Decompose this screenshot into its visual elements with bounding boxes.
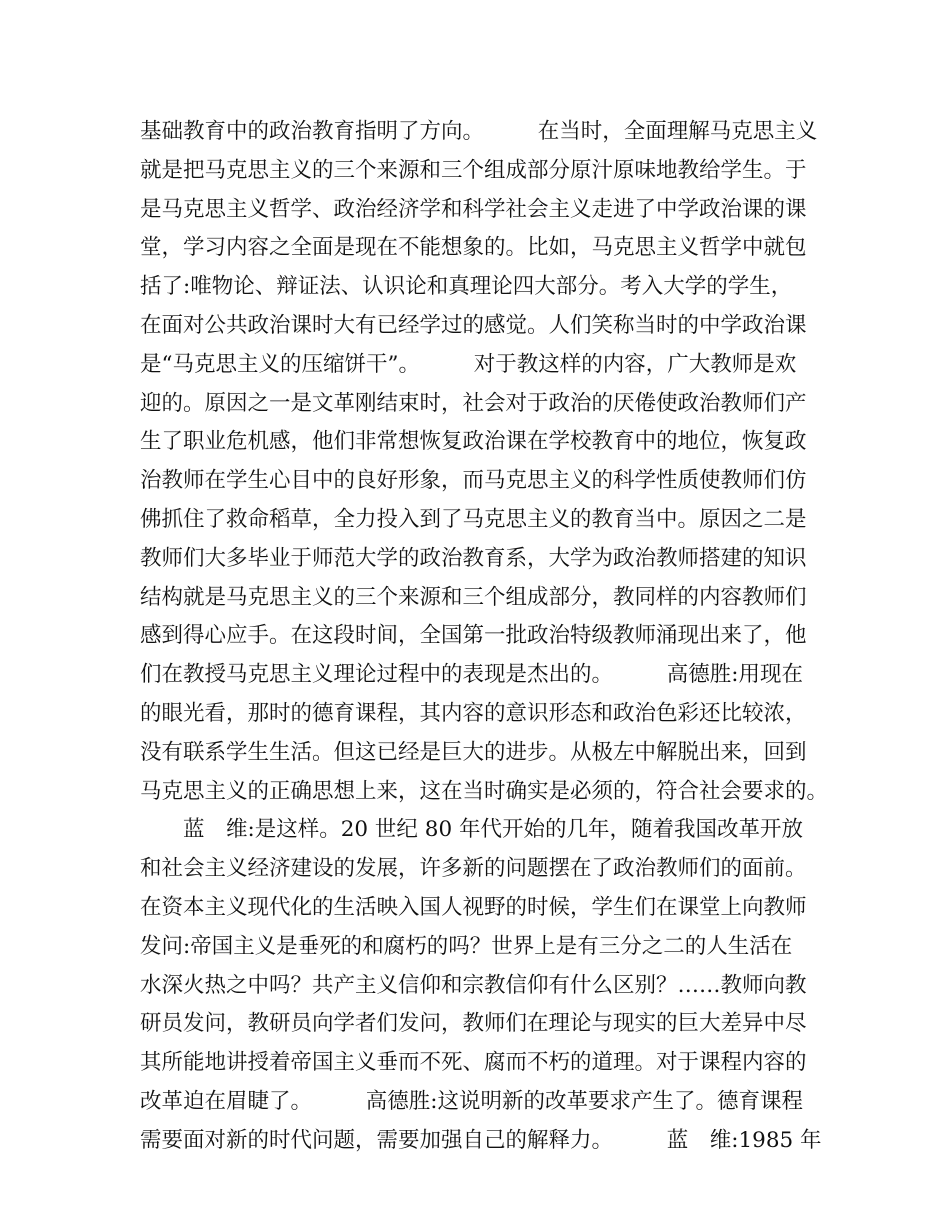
text-line: 生了职业危机感，他们非常想恢复政治课在学校教育中的地位，恢复政: [140, 429, 807, 455]
text-line: 们在教授马克思主义理论过程中的表现是杰出的。 高德胜:用现在: [140, 662, 803, 688]
text-line: 在面对公共政治课时大有已经学过的感觉。人们笑称当时的中学政治课: [140, 312, 807, 338]
text-line: 教师们大多毕业于师范大学的政治教育系，大学为政治教师搭建的知识: [140, 545, 807, 571]
text-line: 就是把马克思主义的三个来源和三个组成部分原汁原味地教给学生。于: [140, 157, 807, 183]
text-line: 括了:唯物论、辩证法、认识论和真理论四大部分。考入大学的学生，: [140, 274, 793, 300]
text-line: 水深火热之中吗？共产主义信仰和宗教信仰有什么区别？……教师向教: [140, 972, 807, 998]
text-line: 迎的。原因之一是文革刚结束时，社会对于政治的厌倦使政治教师们产: [140, 390, 807, 416]
text-line: 的眼光看，那时的德育课程，其内容的意识形态和政治色彩还比较浓，: [140, 700, 807, 726]
text-line: 基础教育中的政治教育指明了方向。 在当时，全面理解马克思主义: [140, 119, 818, 144]
text-line: 发问:帝国主义是垂死的和腐朽的吗？世界上是有三分之二的人生活在: [140, 933, 793, 959]
text-line: 需要面对新的时代问题，需要加强自己的解释力。 蓝 维:1985 年: [140, 1127, 822, 1153]
text-line: 结构就是马克思主义的三个来源和三个组成部分，教同样的内容教师们: [140, 584, 807, 610]
text-line: 其所能地讲授着帝国主义垂而不死、腐而不朽的道理。对于课程内容的: [140, 1050, 807, 1076]
text-line: 感到得心应手。在这段时间，全国第一批政治特级教师涌现出来了，他: [140, 623, 807, 649]
text-line: 治教师在学生心目中的良好形象，而马克思主义的科学性质使教师们仿: [140, 468, 807, 494]
text-line: 改革迫在眉睫了。 高德胜:这说明新的改革要求产生了。德育课程: [140, 1088, 803, 1114]
text-line: 研员发问，教研员向学者们发问，教师们在理论与现实的巨大差异中尽: [140, 1011, 807, 1037]
body-text: [140, 113, 830, 1161]
text-line: 佛抓住了救命稻草，全力投入到了马克思主义的教育当中。原因之二是: [140, 506, 807, 532]
text-line: 在资本主义现代化的生活映入国人视野的时候，学生们在课堂上向教师: [140, 894, 807, 920]
text-line: 是“马克思主义的压缩饼干”。 对于教这样的内容，广大教师是欢: [140, 351, 797, 377]
text-line: 蓝 维:是这样。20 世纪 80 年代开始的几年，随着我国改革开放: [140, 817, 803, 843]
text-line: 堂，学习内容之全面是现在不能想象的。比如，马克思主义哲学中就包: [140, 235, 807, 261]
text-line: 是马克思主义哲学、政治经济学和科学社会主义走进了中学政治课的课: [140, 196, 807, 222]
text-line: 没有联系学生生活。但这已经是巨大的进步。从极左中解脱出来，回到: [140, 739, 807, 765]
text-line: 马克思主义的正确思想上来，这在当时确实是必须的，符合社会要求的。: [140, 778, 829, 804]
text-line: 和社会主义经济建设的发展，许多新的问题摆在了政治教师们的面前。: [140, 856, 807, 882]
